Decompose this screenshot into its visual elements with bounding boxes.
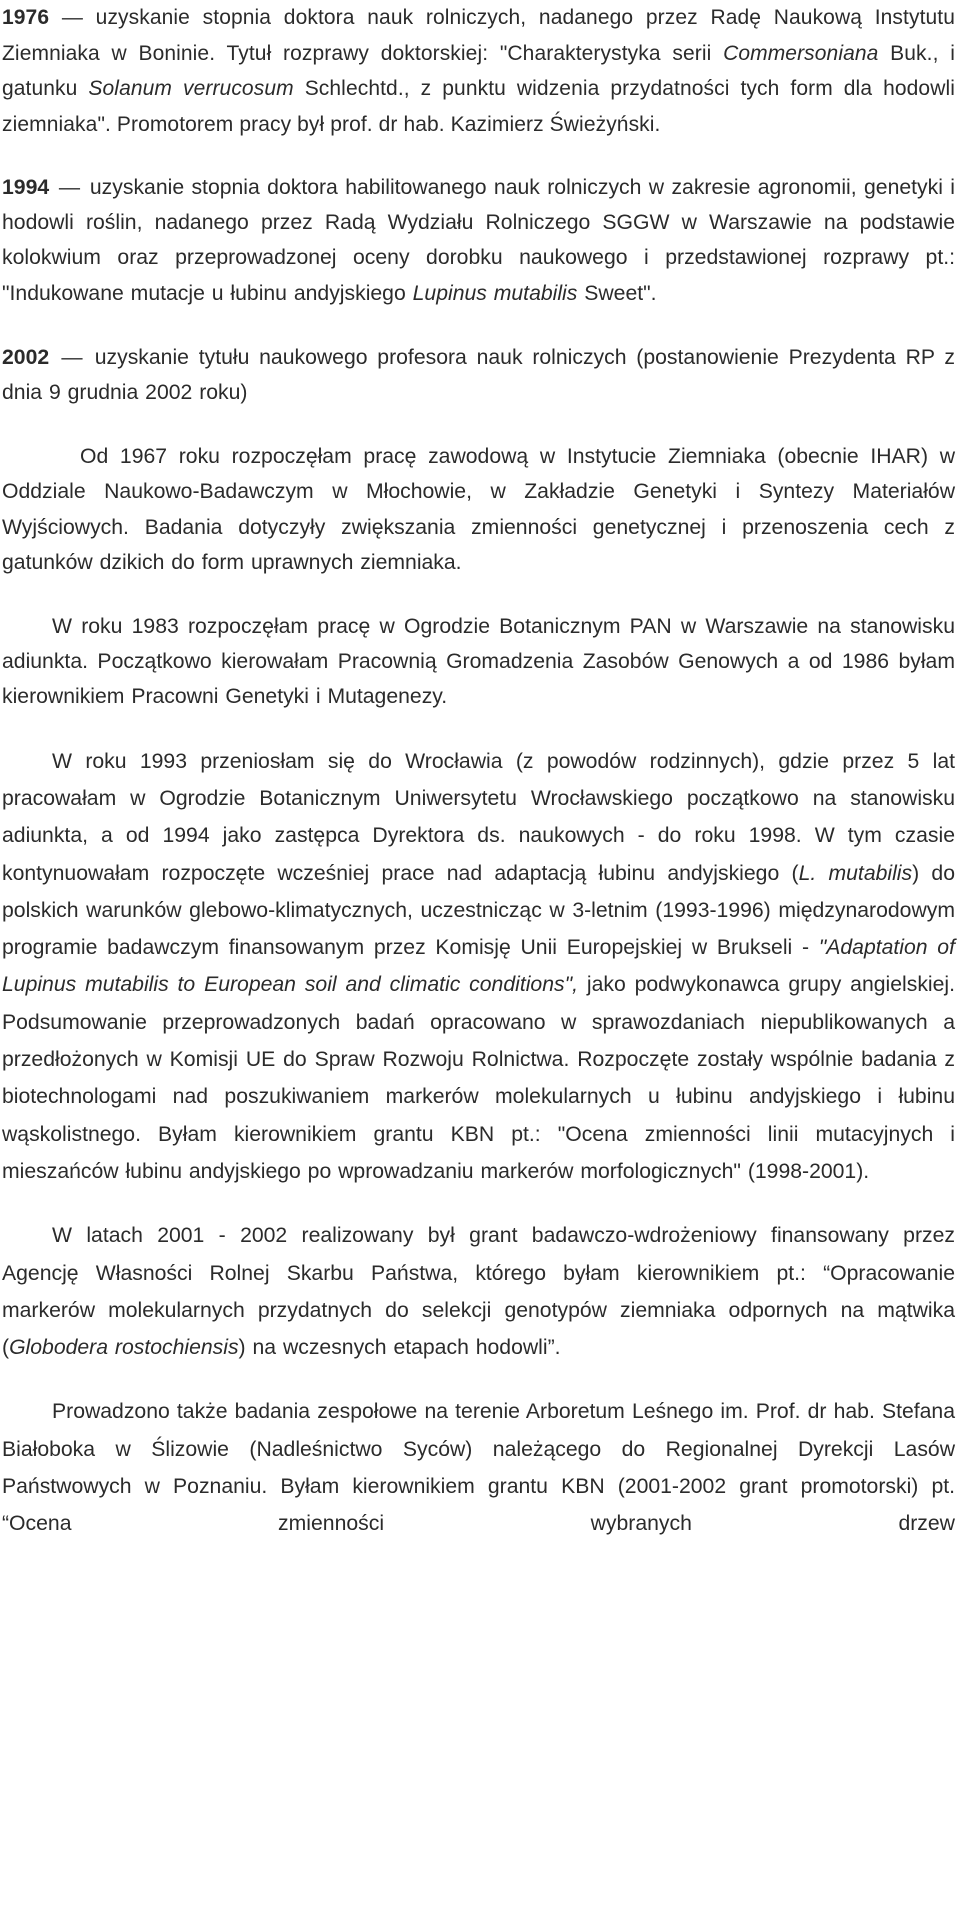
p6-text-a: W roku 1993 przeniosłam się do Wrocławia (z powodów rodzinnych), gdzie przez 5 lat pracowałam w Ogrodzie Botanicznym Uniwersytetu Wrocławskiego początkowo na stanowisku adiunkta, a od 1994 jako zastępca Dyrektora ds. naukowych - do roku 1998. W tym czasie kontynuowałam rozpoczęte wcześniej prace nad adaptacją łubinu andyjskiego ( xyxy=(2,749,955,885)
p7-text-b: ) na wczesnych etapach hodowli”. xyxy=(238,1336,561,1360)
em-dash: — xyxy=(61,6,83,29)
p7-text-a: W latach 2001 - 2002 realizowany był grant badawczo-wdrożeniowy finansowany przez Agencję Własności Rolnej Skarbu Państwa, którego byłam kierownikiem pt.: “Opracowanie markerów molekularnych przydatnych do selekcji genotypów ziemniaka odpornych na mątwika ( xyxy=(2,1224,955,1360)
p6-italic-project-title: "Adaptation of Lupinus mutabilis to European soil and climatic conditions", xyxy=(2,936,955,997)
p2-text-b: Sweet". xyxy=(577,281,657,305)
paragraph-work-1983: W roku 1983 rozpoczęłam pracę w Ogrodzie Botanicznym PAN w Warszawie na stanowisku adiunkta. Początkowo kierowałam Pracownią Gromadzenia Zasobów Genowych a od 1986 byłam kierownikiem Pracowni Genetyki i Mutagenezy. xyxy=(2,615,955,709)
p1-text-a: uzyskanie stopnia doktora nauk rolniczych, nadanego przez Radę Naukową Instytutu Ziemniaka w Boninie. Tytuł rozprawy doktorskiej: "Charakterystyka serii xyxy=(2,6,955,65)
p1-text-b: Buk., i gatunku xyxy=(2,41,955,100)
paragraph-grant-2001 xyxy=(2,1217,955,1366)
paragraph-work-1993 xyxy=(2,743,955,1191)
year-1976: 1976 xyxy=(2,6,50,29)
p1-italic-commersoniana: Commersoniana xyxy=(723,41,879,65)
p1-italic-solanum: Solanum verrucosum xyxy=(88,77,294,100)
em-dash: — xyxy=(58,176,81,199)
paragraph-professor-2002 xyxy=(2,340,955,410)
p2-italic-lupinus: Lupinus mutabilis xyxy=(412,281,578,305)
year-1994: 1994 xyxy=(2,176,50,199)
year-2002: 2002 xyxy=(2,345,50,369)
p1-text-c: Schlechtd., z punktu widzenia przydatności tych form dla hodowli ziemniaka". Promotorem pracy był prof. dr hab. Kazimierz Świeżyński. xyxy=(2,77,955,136)
p3-text-a: uzyskanie tytułu naukowego profesora nauk rolniczych (postanowienie Prezydenta RP z dnia 9 grudnia 2002 roku) xyxy=(2,345,956,405)
p6-text-c: jako podwykonawca grupy angielskiej. Podsumowanie przeprowadzonych badań opracowano w sprawozdaniach niepublikowanych a przedłożonych w Komisji UE do Spraw Rozwoju Rolnictwa. Rozpoczęte zostały wspólnie badania z biotechnologami nad poszukiwaniem markerów molekularnych u łubinu andyjskiego i łubinu wąskolistnego. Byłam kierownikiem grantu KBN pt.: "Ocena zmienności linii mutacyjnych i mieszańców łubinu andyjskiego po wprowadzaniu markerów morfologicznych" (1998-2001). xyxy=(2,973,955,1183)
p2-text-a: uzyskanie stopnia doktora habilitowanego nauk rolniczych w zakresie agronomii, genetyki i hodowli roślin, nadanego przez Radą Wydziału Rolniczego SGGW w Warszawie na podstawie kolokwium oraz przeprowadzonej oceny dorobku naukowego i przedstawionej rozprawy pt.: "Indukowane mutacje u łubinu andyjskiego xyxy=(2,176,956,305)
paragraph-work-1967: Od 1967 roku rozpoczęłam pracę zawodową w Instytucie Ziemniaka (obecnie IHAR) w Oddziale Naukowo-Badawczym w Młochowie, w Zakładzie Genetyki i Syntezy Materiałów Wyjściowych. Badania dotyczyły zwiększania zmienności genetycznej i przenoszenia cech z gatunków dzikich do form uprawnych ziemniaka. xyxy=(2,445,955,574)
paragraph-habilitation-1994 xyxy=(2,170,955,311)
p7-italic-globodera: Globodera rostochiensis xyxy=(9,1336,239,1360)
paragraph-arboretum: Prowadzono także badania zespołowe na terenie Arboretum Leśnego im. Prof. dr hab. Stefana Białoboka w Ślizowie (Nadleśnictwo Syców) należącego do Regionalnej Dyrekcji Lasów Państwowych w Poznaniu. Byłam kierownikiem grantu KBN (2001-2002 grant promotorski) pt. “Ocena zmienności wybranych drzew xyxy=(2,1400,955,1536)
p6-text-b: ) do polskich warunków glebowo-klimatycznych, uczestnicząc w 3-letnim (1993-1996) międzynarodowym programie badawczym finansowanym przez Komisję Unii Europejskiej w Brukseli - xyxy=(2,861,955,960)
paragraph-doctorate-1976 xyxy=(2,0,955,142)
p6-italic-lmutabilis: L. mutabilis xyxy=(798,861,913,885)
em-dash: — xyxy=(61,345,83,369)
